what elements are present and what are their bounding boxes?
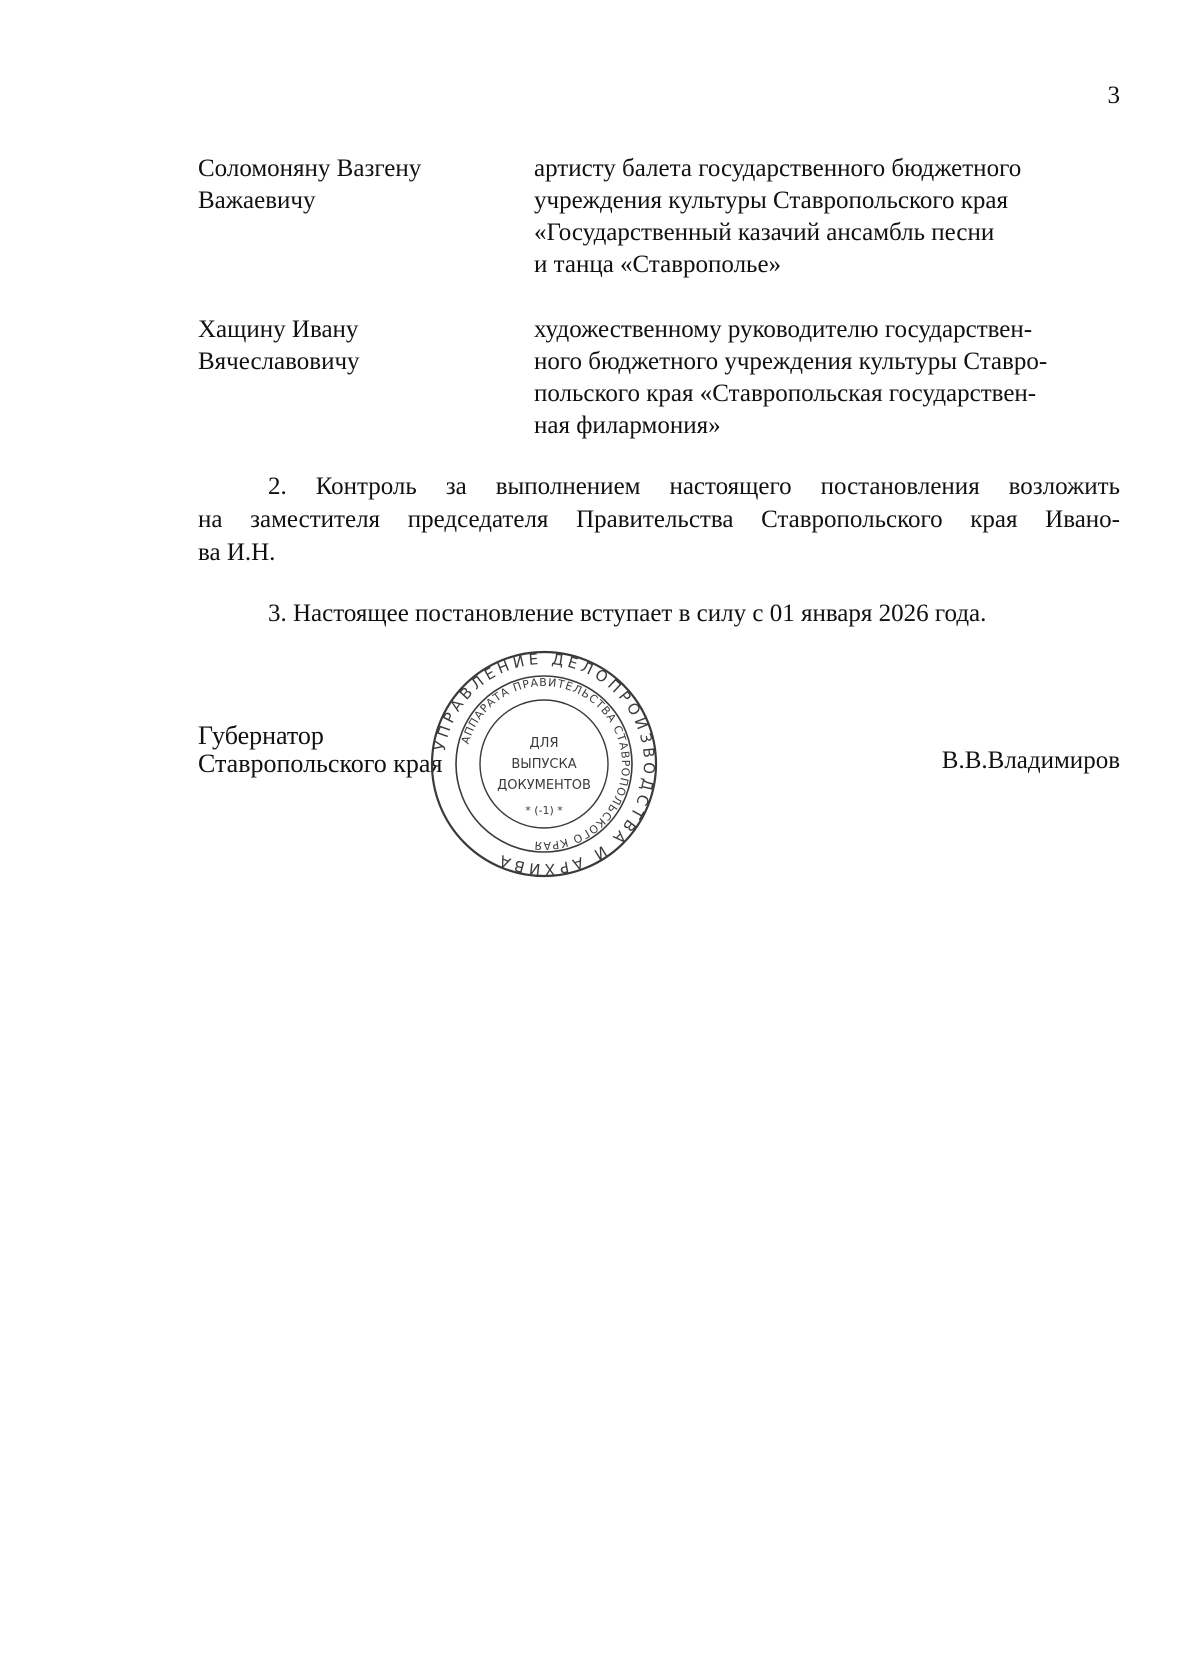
award-row (198, 314, 1120, 442)
stamp-center-line: ВЫПУСКА (511, 757, 577, 772)
stamp-graphic (428, 648, 660, 880)
awardee-name (198, 153, 534, 281)
awardee-position-line: артисту балета государственного бюджетного (534, 155, 1022, 182)
awardee-name (198, 314, 534, 442)
clause-2 (198, 470, 1120, 569)
awardee-position-line: и танца «Ставрополье» (534, 251, 782, 278)
awardee-position-line: польского края «Ставропольская государствен- (534, 380, 1037, 407)
signatory-title-line: Губернатор (198, 721, 324, 750)
signatory-name: В.В.Владимиров (941, 747, 1120, 774)
stamp-center-line: ДОКУМЕНТОВ (497, 778, 591, 793)
clause-2-line: на заместителя председателя Правительства Ставропольского края Ивано- (198, 506, 1120, 533)
awardee-position-line: «Государственный казачий ансамбль песни (534, 219, 995, 246)
official-stamp (428, 648, 660, 880)
awardee-name-line: Хащину Ивану (198, 316, 359, 343)
awardee-name-line: Важаевичу (198, 187, 316, 214)
clause-3: 3. Настоящее постановление вступает в силу с 01 января 2026 года. (268, 600, 987, 627)
stamp-inner-text: АППАРАТА ПРАВИТЕЛЬСТВА СТАВРОПОЛЬСКОГО КРАЯ (458, 675, 633, 853)
awardee-position-line: художественному руководителю государствен- (534, 316, 1033, 343)
stamp-center-line: ДЛЯ (529, 736, 559, 751)
awardee-position (534, 314, 1120, 442)
awardee-name-line: Соломоняну Вазгену (198, 155, 422, 182)
award-row (198, 153, 1120, 281)
signatory-title-line: Ставропольского края (198, 749, 443, 778)
stamp-number: * (-1) * (525, 804, 563, 817)
awardee-position (534, 153, 1120, 281)
page-number: 3 (1107, 82, 1120, 109)
stamp-outer-text: УПРАВЛЕНИЕ ДЕЛОПРОИЗВОДСТВА И АРХИВА (430, 649, 659, 879)
clause-2-line: 2. Контроль за выполнением настоящего постановления возложить (268, 473, 1120, 500)
signatory-title (198, 722, 442, 778)
clause-2-line: ва И.Н. (198, 539, 276, 566)
awardee-position-line: ная филармония» (534, 412, 721, 439)
awardee-name-line: Вячеславовичу (198, 348, 360, 375)
awardee-position-line: учреждения культуры Ставропольского края (534, 187, 1009, 214)
awardee-position-line: ного бюджетного учреждения культуры Ставро- (534, 348, 1048, 375)
